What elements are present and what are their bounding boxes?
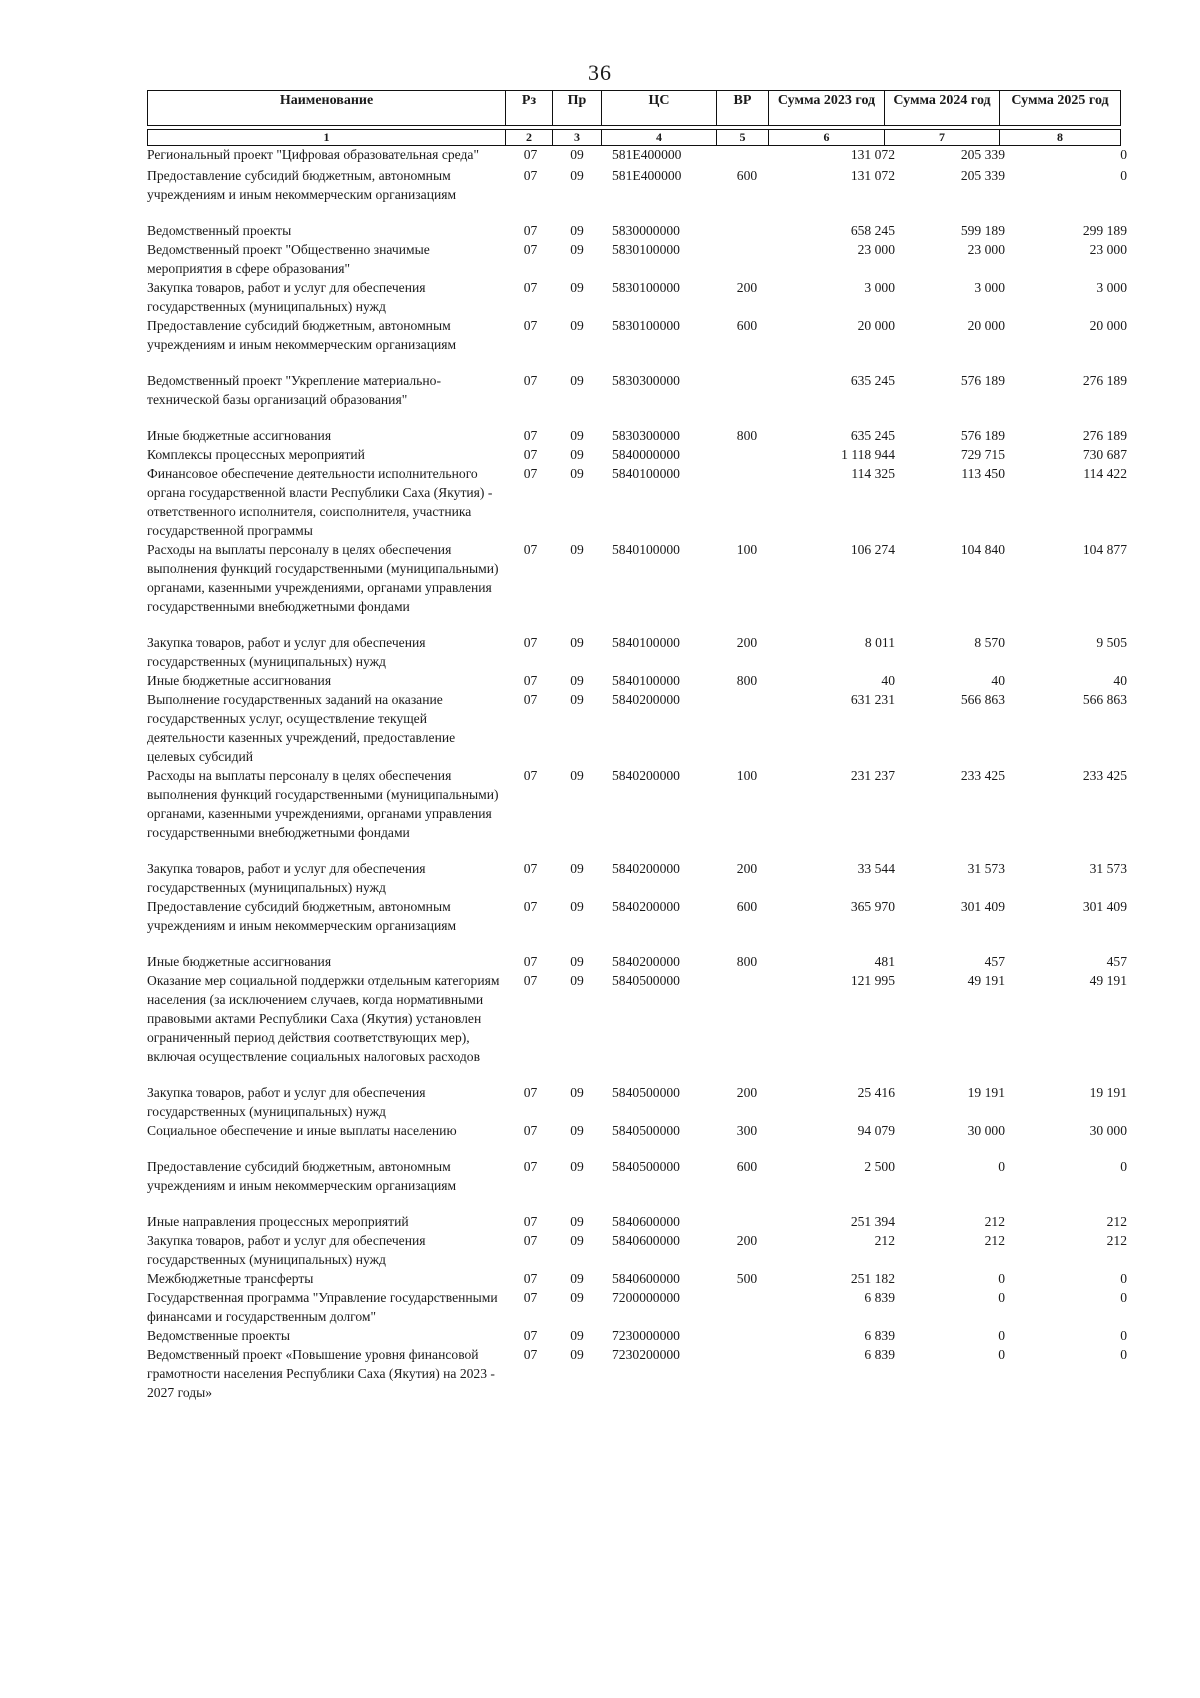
- table-row: [147, 240, 1127, 278]
- cell-vr: 600: [736, 318, 758, 333]
- cell-s24: 566 863: [960, 692, 1005, 707]
- cell-vr: 200: [736, 1233, 758, 1248]
- cell-s23: 635 245: [850, 428, 895, 443]
- cell-cs: 5840000000: [612, 447, 680, 462]
- cell-s23: 131 072: [850, 168, 895, 183]
- cell-rz: 07: [523, 242, 538, 257]
- cell-s25: 0: [1120, 1290, 1127, 1305]
- table-row: [147, 145, 1127, 164]
- cell-cs: 581E400000: [612, 168, 682, 183]
- cell-s23: 121 995: [850, 973, 895, 988]
- cell-rz: 07: [523, 1123, 538, 1138]
- cell-rz: 07: [523, 168, 538, 183]
- cell-name: Закупка товаров, работ и услуг для обеспечения государственных (муниципальных) нужд: [147, 635, 426, 669]
- cell-s25: 31 573: [1089, 861, 1127, 876]
- cell-s23: 6 839: [864, 1328, 895, 1343]
- table-row: [147, 166, 1127, 204]
- cell-pr: 09: [570, 1085, 584, 1100]
- cell-rz: 07: [523, 692, 538, 707]
- header-sum-2023: Сумма 2023 год: [768, 91, 884, 125]
- table-row: [147, 464, 1127, 540]
- cell-vr: 300: [736, 1123, 758, 1138]
- cell-pr: 09: [570, 318, 584, 333]
- cell-pr: 09: [570, 635, 584, 650]
- col-number: 3: [552, 130, 601, 145]
- cell-s23: 212: [874, 1233, 895, 1248]
- cell-name: Комплексы процессных мероприятий: [147, 447, 365, 462]
- cell-s24: 0: [998, 1159, 1005, 1174]
- col-number: 4: [601, 130, 716, 145]
- cell-s23: 94 079: [857, 1123, 895, 1138]
- cell-vr: 100: [736, 768, 758, 783]
- cell-rz: 07: [523, 1214, 538, 1229]
- cell-cs: 5830100000: [612, 318, 680, 333]
- header-rz: Рз: [505, 91, 552, 125]
- cell-s25: 9 505: [1096, 635, 1127, 650]
- cell-s25: 730 687: [1082, 447, 1127, 462]
- cell-rz: 07: [523, 673, 538, 688]
- cell-name: Ведомственные проекты: [147, 1328, 291, 1343]
- cell-rz: 07: [523, 973, 538, 988]
- cell-s23: 106 274: [850, 542, 895, 557]
- cell-rz: 07: [523, 1271, 538, 1286]
- cell-pr: 09: [570, 168, 584, 183]
- cell-pr: 09: [570, 899, 584, 914]
- table-row: [147, 952, 1127, 971]
- cell-cs: 5830100000: [612, 280, 680, 295]
- table-row: [147, 1157, 1127, 1195]
- cell-s24: 40: [991, 673, 1005, 688]
- cell-s24: 0: [998, 1328, 1005, 1343]
- cell-pr: 09: [570, 1159, 584, 1174]
- cell-rz: 07: [523, 466, 538, 481]
- cell-pr: 09: [570, 1347, 584, 1362]
- cell-name: Закупка товаров, работ и услуг для обеспечения государственных (муниципальных) нужд: [147, 280, 426, 314]
- cell-s24: 20 000: [967, 318, 1005, 333]
- cell-pr: 09: [570, 223, 584, 238]
- cell-pr: 09: [570, 1233, 584, 1248]
- cell-rz: 07: [523, 373, 538, 388]
- cell-s24: 31 573: [967, 861, 1005, 876]
- cell-rz: 07: [523, 768, 538, 783]
- cell-s23: 33 544: [857, 861, 895, 876]
- cell-pr: 09: [570, 1271, 584, 1286]
- cell-pr: 09: [570, 428, 584, 443]
- cell-pr: 09: [570, 242, 584, 257]
- cell-s24: 0: [998, 1347, 1005, 1362]
- header-vr: ВР: [716, 91, 768, 125]
- cell-rz: 07: [523, 861, 538, 876]
- cell-s24: 19 191: [967, 1085, 1005, 1100]
- table-row: [147, 1288, 1127, 1326]
- cell-rz: 07: [523, 223, 538, 238]
- cell-s25: 457: [1106, 954, 1127, 969]
- cell-s25: 114 422: [1083, 466, 1127, 481]
- cell-name: Оказание мер социальной поддержки отдельным категориям населения (за исключением случаев, когда нормативными правовыми актами Республики Саха (Якутия) установлен ограниченный период действия соответствующих мер), включая осуществление социальных налоговых расходов: [147, 973, 500, 1064]
- cell-cs: 5830300000: [612, 373, 680, 388]
- cell-s24: 301 409: [960, 899, 1005, 914]
- table-row: [147, 540, 1127, 616]
- cell-s24: 113 450: [961, 466, 1005, 481]
- cell-s24: 205 339: [960, 147, 1005, 162]
- cell-name: Предоставление субсидий бюджетным, автономным учреждениям и иным некоммерческим организациям: [147, 899, 457, 933]
- cell-s25: 212: [1106, 1233, 1127, 1248]
- cell-s25: 301 409: [1082, 899, 1127, 914]
- cell-name: Закупка товаров, работ и услуг для обеспечения государственных (муниципальных) нужд: [147, 1233, 426, 1267]
- cell-cs: 5840100000: [612, 673, 680, 688]
- cell-s24: 233 425: [960, 768, 1005, 783]
- cell-rz: 07: [523, 542, 538, 557]
- cell-s25: 0: [1120, 1328, 1127, 1343]
- cell-s23: 8 011: [864, 635, 895, 650]
- table-row: [147, 1326, 1127, 1345]
- cell-pr: 09: [570, 692, 584, 707]
- cell-s24: 729 715: [960, 447, 1005, 462]
- cell-name: Ведомственный проект "Общественно значимые мероприятия в сфере образования": [147, 242, 430, 276]
- page-number: 36: [588, 60, 612, 85]
- cell-cs: 5830300000: [612, 428, 680, 443]
- cell-s24: 212: [984, 1233, 1005, 1248]
- table-row: [147, 426, 1127, 445]
- cell-pr: 09: [570, 1214, 584, 1229]
- cell-s23: 658 245: [850, 223, 895, 238]
- cell-s23: 631 231: [850, 692, 895, 707]
- cell-s24: 104 840: [960, 542, 1005, 557]
- cell-rz: 07: [523, 1233, 538, 1248]
- cell-rz: 07: [523, 428, 538, 443]
- cell-vr: 800: [736, 954, 758, 969]
- table-row: [147, 633, 1127, 671]
- cell-s24: 576 189: [960, 428, 1005, 443]
- table-row: [147, 445, 1127, 464]
- header-cs: ЦС: [601, 91, 716, 125]
- cell-s25: 20 000: [1089, 318, 1127, 333]
- cell-s24: 0: [998, 1271, 1005, 1286]
- table-row: [147, 371, 1127, 409]
- cell-name: Иные бюджетные ассигнования: [147, 954, 332, 969]
- table-row: [147, 316, 1127, 354]
- cell-pr: 09: [570, 466, 584, 481]
- cell-cs: 7230200000: [612, 1347, 680, 1362]
- cell-vr: 500: [736, 1271, 758, 1286]
- cell-rz: 07: [523, 635, 538, 650]
- cell-s25: 49 191: [1089, 973, 1127, 988]
- cell-s23: 251 394: [850, 1214, 895, 1229]
- cell-s24: 457: [984, 954, 1005, 969]
- cell-rz: 07: [523, 447, 538, 462]
- cell-cs: 5840500000: [612, 1085, 680, 1100]
- column-number-row: [147, 129, 1121, 146]
- cell-cs: 5840500000: [612, 1159, 680, 1174]
- header-pr: Пр: [552, 91, 601, 125]
- cell-cs: 5840500000: [612, 973, 680, 988]
- cell-name: Региональный проект "Цифровая образовательная среда": [147, 147, 480, 162]
- cell-rz: 07: [523, 318, 538, 333]
- cell-pr: 09: [570, 954, 584, 969]
- cell-name: Закупка товаров, работ и услуг для обеспечения государственных (муниципальных) нужд: [147, 1085, 426, 1119]
- cell-name: Ведомственный проект «Повышение уровня финансовой грамотности населения Республики Саха (Якутия) на 2023 - 2027 годы»: [147, 1347, 495, 1400]
- cell-s24: 8 570: [974, 635, 1005, 650]
- col-number: 2: [505, 130, 552, 145]
- cell-pr: 09: [570, 542, 584, 557]
- cell-rz: 07: [523, 147, 538, 162]
- cell-vr: 600: [736, 1159, 758, 1174]
- table-row: [147, 971, 1127, 1066]
- cell-s25: 276 189: [1082, 428, 1127, 443]
- cell-s24: 599 189: [960, 223, 1005, 238]
- cell-s23: 3 000: [864, 280, 895, 295]
- cell-s23: 1 118 944: [841, 447, 895, 462]
- cell-s23: 481: [874, 954, 895, 969]
- cell-name: Предоставление субсидий бюджетным, автономным учреждениям и иным некоммерческим организациям: [147, 318, 457, 352]
- cell-vr: 800: [736, 428, 758, 443]
- cell-rz: 07: [523, 954, 538, 969]
- cell-s24: 576 189: [960, 373, 1005, 388]
- cell-s25: 40: [1113, 673, 1127, 688]
- cell-s23: 635 245: [850, 373, 895, 388]
- cell-rz: 07: [523, 1085, 538, 1100]
- cell-s23: 131 072: [850, 147, 895, 162]
- cell-cs: 5830100000: [612, 242, 680, 257]
- cell-pr: 09: [570, 1123, 584, 1138]
- cell-vr: 200: [736, 635, 758, 650]
- cell-cs: 5840100000: [612, 635, 680, 650]
- cell-vr: 600: [736, 168, 758, 183]
- cell-vr: 800: [736, 673, 758, 688]
- cell-rz: 07: [523, 1328, 538, 1343]
- cell-name: Межбюджетные трансферты: [147, 1271, 314, 1286]
- cell-s23: 2 500: [864, 1159, 895, 1174]
- cell-s24: 0: [998, 1290, 1005, 1305]
- cell-name: Иные бюджетные ассигнования: [147, 673, 332, 688]
- cell-vr: 200: [736, 1085, 758, 1100]
- cell-s25: 0: [1120, 1159, 1127, 1174]
- cell-rz: 07: [523, 280, 538, 295]
- table-row: [147, 278, 1127, 316]
- cell-name: Предоставление субсидий бюджетным, автономным учреждениям и иным некоммерческим организациям: [147, 1159, 457, 1193]
- cell-cs: 7230000000: [612, 1328, 680, 1343]
- table-row: [147, 221, 1127, 240]
- cell-rz: 07: [523, 1347, 538, 1362]
- cell-s24: 23 000: [967, 242, 1005, 257]
- cell-s23: 25 416: [857, 1085, 895, 1100]
- table-row: [147, 1345, 1127, 1402]
- cell-s25: 0: [1120, 168, 1127, 183]
- cell-cs: 581E400000: [612, 147, 682, 162]
- cell-name: Иные бюджетные ассигнования: [147, 428, 332, 443]
- cell-cs: 5840100000: [612, 542, 680, 557]
- cell-pr: 09: [570, 280, 584, 295]
- cell-s25: 212: [1106, 1214, 1127, 1229]
- col-number: 1: [147, 130, 505, 145]
- cell-s23: 251 182: [850, 1271, 895, 1286]
- cell-cs: 5840100000: [612, 466, 680, 481]
- cell-cs: 5840600000: [612, 1233, 680, 1248]
- cell-s24: 212: [984, 1214, 1005, 1229]
- header-row: [147, 90, 1121, 126]
- table-row: [147, 897, 1127, 935]
- cell-name: Закупка товаров, работ и услуг для обеспечения государственных (муниципальных) нужд: [147, 861, 426, 895]
- cell-vr: 600: [736, 899, 758, 914]
- cell-vr: 200: [736, 280, 758, 295]
- cell-s25: 233 425: [1082, 768, 1127, 783]
- cell-vr: 100: [736, 542, 758, 557]
- table-row: [147, 1231, 1127, 1269]
- cell-s24: 30 000: [967, 1123, 1005, 1138]
- cell-cs: 5830000000: [612, 223, 680, 238]
- cell-s24: 3 000: [974, 280, 1005, 295]
- cell-s23: 40: [881, 673, 895, 688]
- cell-s23: 114 325: [851, 466, 895, 481]
- cell-pr: 09: [570, 861, 584, 876]
- cell-s23: 365 970: [850, 899, 895, 914]
- cell-name: Предоставление субсидий бюджетным, автономным учреждениям и иным некоммерческим организациям: [147, 168, 457, 202]
- table-row: [147, 1121, 1127, 1140]
- col-number: 5: [716, 130, 768, 145]
- cell-s23: 23 000: [857, 242, 895, 257]
- cell-cs: 5840200000: [612, 768, 680, 783]
- cell-rz: 07: [523, 1290, 538, 1305]
- cell-pr: 09: [570, 673, 584, 688]
- cell-s25: 3 000: [1096, 280, 1127, 295]
- cell-s25: 0: [1120, 147, 1127, 162]
- cell-name: Иные направления процессных мероприятий: [147, 1214, 409, 1229]
- cell-s23: 6 839: [864, 1347, 895, 1362]
- cell-pr: 09: [570, 447, 584, 462]
- cell-pr: 09: [570, 1328, 584, 1343]
- col-number: 6: [768, 130, 884, 145]
- cell-rz: 07: [523, 1159, 538, 1174]
- cell-cs: 5840200000: [612, 692, 680, 707]
- cell-pr: 09: [570, 1290, 584, 1305]
- cell-s25: 0: [1120, 1347, 1127, 1362]
- header-sum-2024: Сумма 2024 год: [884, 91, 999, 125]
- cell-s25: 30 000: [1089, 1123, 1127, 1138]
- table-row: [147, 1269, 1127, 1288]
- cell-vr: 200: [736, 861, 758, 876]
- col-number: 8: [999, 130, 1121, 145]
- table-row: [147, 671, 1127, 690]
- cell-s25: 299 189: [1082, 223, 1127, 238]
- cell-name: Выполнение государственных заданий на оказание государственных услуг, осуществление текущей деятельности казенных учреждений, предоставление целевых субсидий: [147, 692, 456, 764]
- cell-s25: 0: [1120, 1271, 1127, 1286]
- cell-name: Ведомственный проекты: [147, 223, 292, 238]
- cell-cs: 5840200000: [612, 899, 680, 914]
- cell-cs: 5840600000: [612, 1214, 680, 1229]
- cell-s25: 23 000: [1089, 242, 1127, 257]
- header-name: Наименование: [147, 91, 505, 125]
- table-header: [147, 90, 1121, 146]
- cell-pr: 09: [570, 147, 584, 162]
- table-row: [147, 766, 1127, 842]
- header-sum-2025: Сумма 2025 год: [999, 91, 1121, 125]
- cell-name: Расходы на выплаты персоналу в целях обеспечения выполнения функций государственными (муниципальными) органами, казенными учреждениями, органами управления государственными внебюджетными фондами: [147, 542, 499, 614]
- cell-name: Ведомственный проект "Укрепление материально-технической базы организаций образования": [147, 373, 441, 407]
- cell-s23: 6 839: [864, 1290, 895, 1305]
- cell-s25: 566 863: [1082, 692, 1127, 707]
- cell-pr: 09: [570, 768, 584, 783]
- table-row: [147, 859, 1127, 897]
- table-row: [147, 1212, 1127, 1231]
- cell-rz: 07: [523, 899, 538, 914]
- cell-name: Социальное обеспечение и иные выплаты населению: [147, 1123, 457, 1138]
- cell-name: Государственная программа "Управление государственными финансами и государственным долгом": [147, 1290, 498, 1324]
- table-body: [147, 145, 1127, 1402]
- col-number: 7: [884, 130, 999, 145]
- cell-cs: 5840200000: [612, 861, 680, 876]
- cell-cs: 5840500000: [612, 1123, 680, 1138]
- cell-pr: 09: [570, 973, 584, 988]
- cell-name: Финансовое обеспечение деятельности исполнительного органа государственной власти Республики Саха (Якутия) - ответственного исполнителя, соисполнителя, участника государственной программы: [147, 466, 493, 538]
- cell-pr: 09: [570, 373, 584, 388]
- cell-s24: 205 339: [960, 168, 1005, 183]
- cell-s25: 276 189: [1082, 373, 1127, 388]
- cell-cs: 5840600000: [612, 1271, 680, 1286]
- cell-cs: 5840200000: [612, 954, 680, 969]
- cell-name: Расходы на выплаты персоналу в целях обеспечения выполнения функций государственными (муниципальными) органами, казенными учреждениями, органами управления государственными внебюджетными фондами: [147, 768, 499, 840]
- cell-s23: 20 000: [857, 318, 895, 333]
- cell-s25: 104 877: [1082, 542, 1127, 557]
- table-row: [147, 1083, 1127, 1121]
- cell-s24: 49 191: [967, 973, 1005, 988]
- cell-s23: 231 237: [850, 768, 895, 783]
- cell-s25: 19 191: [1089, 1085, 1127, 1100]
- cell-cs: 7200000000: [612, 1290, 680, 1305]
- table-row: [147, 690, 1127, 766]
